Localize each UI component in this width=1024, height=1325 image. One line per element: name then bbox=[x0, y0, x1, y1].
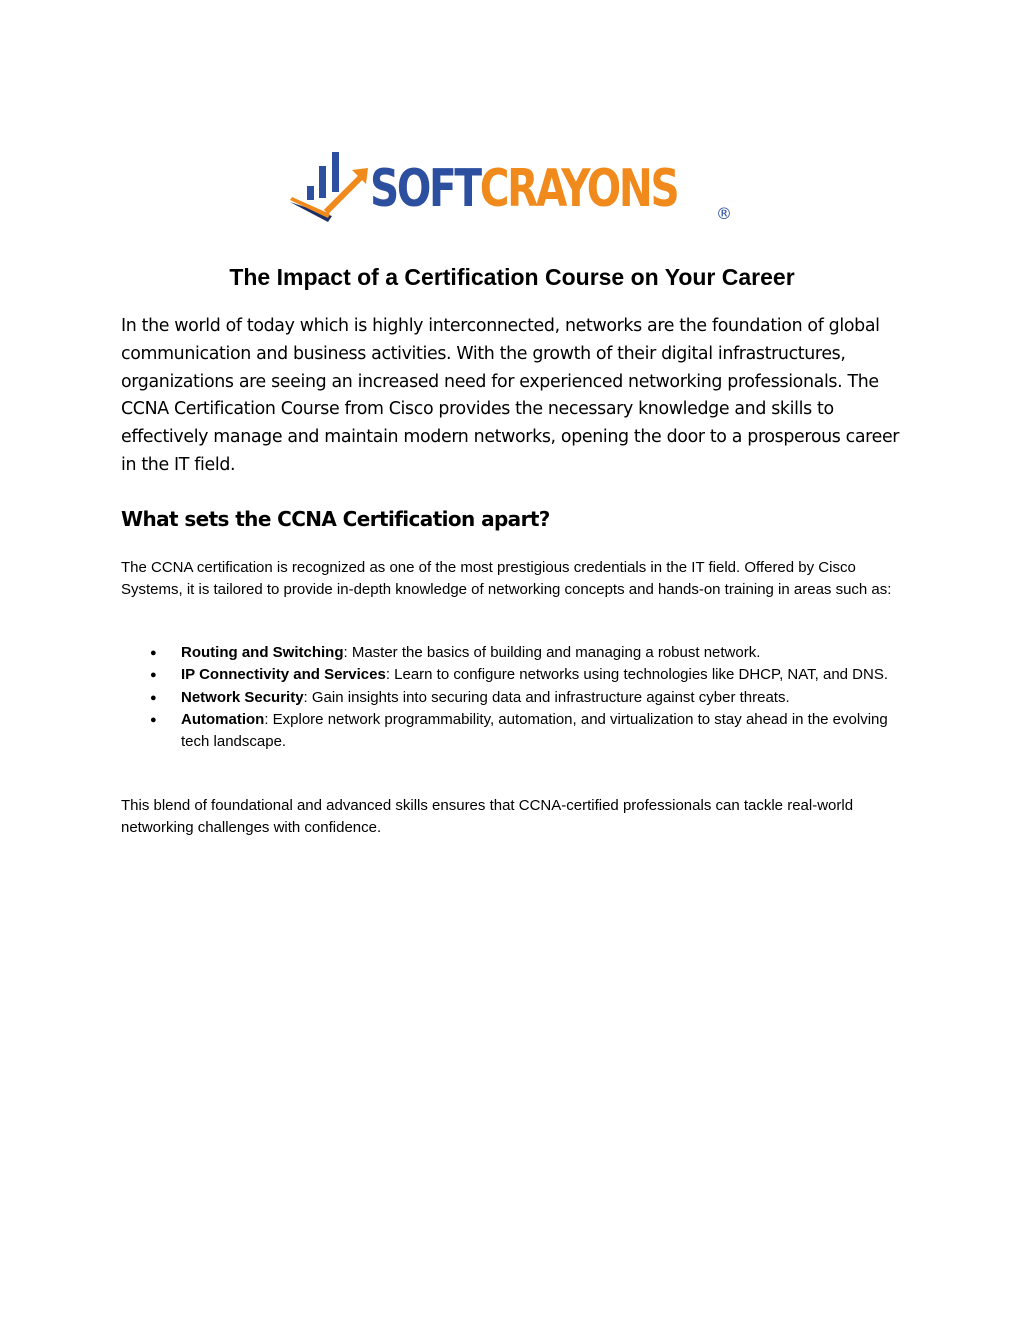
list-item bbox=[121, 687, 911, 709]
section-heading: What sets the CCNA Certification apart? bbox=[121, 507, 550, 531]
list-item-text: : Master the basics of building and managing a robust network. bbox=[343, 644, 761, 661]
logo-bar-chart-icon bbox=[288, 150, 368, 228]
list-item-term: Network Security bbox=[181, 688, 304, 706]
list-item-term: Routing and Switching bbox=[181, 644, 344, 661]
bullet-icon: ● bbox=[150, 647, 157, 659]
skills-list bbox=[121, 642, 911, 753]
softcrayons-logo bbox=[288, 150, 738, 228]
section-paragraph-1: The CCNA certification is recognized as one of the most prestigious credentials in the IT field. Offered by Cisco Systems, it is tailored to provide in-depth knowledge of networking concepts and hands-on training in areas such as: bbox=[121, 559, 892, 599]
bullet-icon: ● bbox=[150, 713, 157, 726]
list-item-text: : Explore network programmability, automation, and virtualization to stay ahead in the evolving tech landscape. bbox=[181, 710, 888, 751]
list-item-text: : Learn to configure networks using technologies like DHCP, NAT, and DNS. bbox=[385, 666, 889, 684]
intro-paragraph: In the world of today which is highly interconnected, networks are the foundation of global communication and business activities. With the growth of their digital infrastructures, organizations are seeing an increased need for experienced networking professionals. The CCNA Certification Course from Cisco provides the necessary knowledge and skills to effectively manage and maintain modern networks, opening the door to a prosperous career in the IT field. bbox=[121, 316, 900, 475]
logo-wordmark bbox=[370, 154, 677, 224]
logo-text-soft: SOFT bbox=[370, 159, 480, 219]
section-paragraph-2: This blend of foundational and advanced skills ensures that CCNA-certified professionals can tackle real-world networking challenges with confidence. bbox=[121, 797, 854, 837]
logo-text-crayons: CRAYONS bbox=[479, 159, 678, 219]
list-item-term: IP Connectivity and Services bbox=[181, 666, 386, 684]
bullet-icon: ● bbox=[150, 669, 157, 682]
list-item-term: Automation bbox=[181, 710, 265, 728]
list-item bbox=[121, 642, 911, 664]
document-title: The Impact of a Certification Course on Your Career bbox=[229, 264, 795, 290]
list-item bbox=[121, 709, 911, 754]
list-item-text: : Gain insights into securing data and infrastructure against cyber threats. bbox=[303, 688, 790, 706]
registered-mark: ® bbox=[716, 204, 732, 223]
list-item bbox=[121, 664, 911, 686]
bullet-icon: ● bbox=[150, 691, 157, 704]
